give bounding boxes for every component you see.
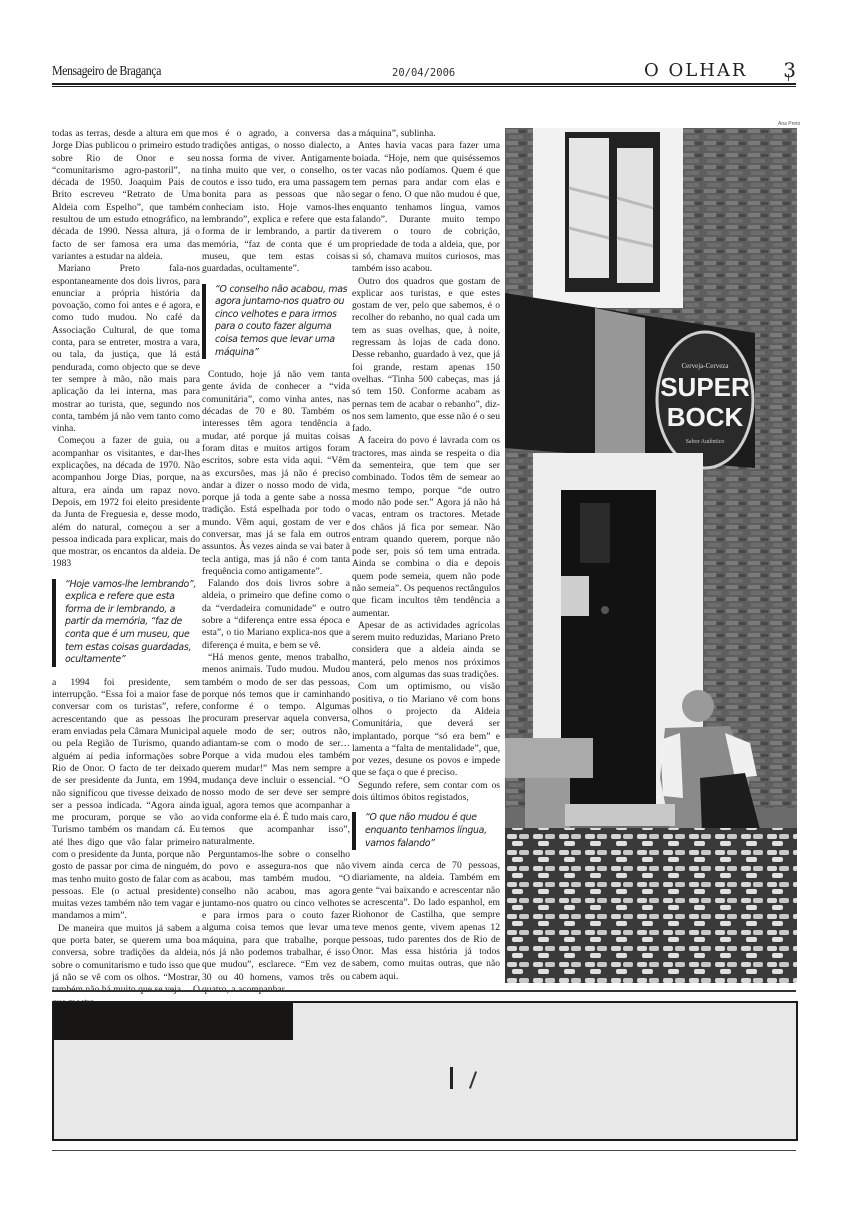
article-column-2 — [202, 128, 350, 996]
pull-quote: “O que não mudou é que enquanto tenhamos língua, vamos falando” — [352, 812, 500, 850]
stone-bench — [505, 738, 593, 778]
advertisement-box — [52, 1001, 798, 1141]
publication-name: Mensageiro de Bragança — [52, 64, 161, 79]
sign-tagline: Cerveja-Cerveza — [681, 362, 729, 370]
door-notice — [561, 576, 589, 616]
pull-quote: “Hoje vamos-lhe lembrando”, explica e refere que esta forma de ir lembrando, a partir da memória, “faz de conta que é um museu, que tem estas coisas guardadas, ocultamente” — [52, 579, 200, 667]
section-title: O OLHAR — [644, 60, 748, 81]
article-photo — [505, 128, 797, 983]
article-paragraph: Antes havia vacas para fazer uma boiada. “Hoje, nem que quiséssemos ter vacas não podíamos. Quem é que tem pernas para andar com elas e segar o feno. O que não mudou é que, enquanto tenhamos língua, vamos falando”. Durante muito tempo tiverem o touro de cobrição, propriedade de toda a aldeia, que, por si só, chamava muitos curiosos, mas também isso acabou. — [352, 140, 500, 275]
advertisement-mark — [469, 1071, 477, 1089]
door-knob — [601, 606, 609, 614]
header-rule-thick — [52, 83, 796, 85]
advertisement-black-block — [54, 1003, 293, 1040]
article-paragraph: a 1994 foi presidente, sem interrupção. “Essa foi a maior fase de conversar com os turistas”, refere, acrescentando que as pessoas lhe eram enviadas pela Câmara Municipal ou pela Região de Turismo, quando alguém aí pedia informações sobre Rio de Onor. O facto de ter deixado de ser presidente da Junta, em 1994, não significou que tivesse deixado de ser a pessoa indicada. “Agora ainda me procuram, porque se vão ao Turismo também os mandam cá. Eu até lhes digo que vão falar primeiro com o presidente da Junta, porque não gosto de passar por cima de ninguém, mas tenho muito gosto de falar com as pessoas. Ele (o actual presidente) muitas vezes também não tem vagar e mandamos a mim”. — [52, 676, 200, 922]
article-paragraph: Apesar de as actividades agrícolas serem muito reduzidas, Mariano Preto considera que a aldeia ainda se manterá, pelo menos nos próximos anos, com algumas das suas tradições. — [352, 619, 500, 681]
article-column-1 — [52, 128, 200, 1009]
article-paragraph: Mariano Preto fala-nos espontaneamente dos dois livros, para enunciar a própria história da povoação, como foi antes e é agora, e como tudo mudou. No café da Associação Cultural, de que toma conta, para se entreter, mostra a vara, ou tala, da justiça, que lá está pendurada, como objecto que se deve ter sempre à mão, não mais para aplicação da lei interna, mas para mostrar ao turista, que, segundo nos conta, também já não vem tanto como vinha. — [52, 263, 200, 435]
footer-rule — [52, 1150, 796, 1151]
issue-date: 20/04/2006 — [392, 67, 456, 79]
header-rule-thin — [52, 86, 796, 87]
cobblestone-ground — [505, 828, 797, 983]
sign-super: SUPER — [660, 372, 750, 402]
masthead — [52, 60, 796, 84]
article-paragraph: vivem ainda cerca de 70 pessoas, diariamente, na aldeia. Também em gente “vai baixando e acrescentar não se acrescenta”. Do lado espanhol, em Riohonor de Castilha, que sempre teve menos gente, vivem apenas 12 pessoas, tudo parentes dos de Rio de Onor. Mas essa história já todos sabem, como muitas outras, que não cabem aqui. — [352, 860, 500, 982]
article-paragraph: Com um optimismo, ou visão positiva, o tio Mariano vê com bons olhos o projecto da Aldeia Comunitária, que deverá ser implantado, porque “só era bem” e lamenta a “falta de mentalidade”, que, por vezes, desune os povos e impede que se faça o que é preciso. — [352, 681, 500, 779]
sign-bock: BOCK — [666, 402, 744, 432]
article-paragraph: Contudo, hoje já não vem tanta gente ávida de conhecer a “vida comunitária”, como vinha antes, nas décadas de 70 e 80. Também os interesses têm agora tendência a mudar, até porque já muitas coisas foram ditas e muitos artigos foram escritos, sobre esta vida aqui. “Vêm as excursões, mas já não é preciso andar a dizer o nosso modo de vida, porque já toda a gente sabe a nossa tradição. Está espelhada por todo o mundo. Vêm aqui, gostam de ver e conversar, mas já se fala em outros assuntos. Às vezes ainda se vai bater à tecla antiga, mas já não é com tanta frequência como antigamente”. — [202, 369, 350, 577]
man-head — [682, 690, 714, 722]
article-paragraph: Falando dos dois livros sobre a aldeia, o primeiro que define como o da “verdadeira comunidade” e outro sobre a “diferença entre essa época e esta”, o tio Mariano explica-nos que a diferença é muita, e bem se vê. — [202, 578, 350, 651]
article-column-3 — [352, 128, 500, 983]
article-paragraph: Começou a fazer de guia, ou a acompanhar os visitantes, e dar-lhes explicações, na década de 1970. Não acompanhou Jorge Dias, porque, na altura, era ainda um rapaz novo. Depois, em 1972 foi eleito presidente da Junta de Freguesia e, desse modo, além do natural, começou a ser a pessoa indicada para explicar, mais do que mostrar, os encantos da aldeia. De 1983 — [52, 435, 200, 570]
section-rule — [52, 990, 796, 992]
sign-subtitle: Sabor Autêntico — [685, 439, 725, 445]
article-paragraph: “Há menos gente, menos trabalho, menos animais. Tudo mudou. Mudou também o modo de ser das pessoas, porque nós temos que ir caminhando conforme é o tempo. Algumas procuram preservar aquela conversa, aquele modo de ser; outros não, adiantam-se com o modo de ser… Porque a vida mudou eles também querem mudar!” Mas nem sempre a mudança deve incluir o essencial. “O nosso modo de ser deve ser sempre igual, agora temos que acompanhar a vida conforme ela é. É tudo mais caro, temos que acompanhar isso”, naturalmente. — [202, 651, 350, 848]
article-paragraph: Segundo refere, sem contar com os dois últimos óbitos registados, — [352, 779, 500, 804]
article-paragraph: a máquina”, sublinha. — [352, 128, 436, 139]
photo-illustration — [505, 128, 797, 983]
article-paragraph: De maneira que muitos já sabem a que porta bater, se querem uma boa conversa, sobre tradições da aldeia, sobre o comunitarismo e tudo isso que já não se vê com os olhos. “Mostrar, — [52, 922, 200, 983]
article-paragraph: todas as terras, desde a altura em que Jorge Dias publicou o primeiro estudo sobre Rio de Onor e seu “comunitarismo agro-pastoril”, na década de 1950. Joaquim Pais de Brito escreveu “Retrato de Uma Aldeia com Espelho”, que também resultou de um estudo etnográfico, na década de 1990. Nessa altura, já o facto de ser famosa era uma das variantes a estudar na aldeia. — [52, 128, 200, 262]
page-number: 3 — [783, 58, 796, 82]
article-paragraph: mos é o agrado, a conversa das tradições antigas, o nosso dialecto, a nossa forma de viver. Antigamente tinha muito que ver, o conselho, os coutos e isso tudo, era uma passagem bonita para as pessoas que não conheciam isto. Hoje vamos-lhes lembrando”, explica e refere que esta forma de ir lembrando, a partir da memória, “faz de conta que é um museu, que tem estas coisas guardadas, ocultamente”. — [202, 128, 350, 275]
advertisement-mark — [450, 1067, 453, 1089]
article-paragraph: Outro dos quadros que gostam de explicar aos turistas, e que estes gostam de ver, pelo que sabemos, é o recolher do rebanho, no qual cada um tem as suas ovelhas, que, à noite, regressam às lojas de cada dono. Desse rebanho, guardado à vez, que já foi grande, restam apenas 150 ovelhas. “Tinha 500 cabeças, mas já só tem 150. Conforme acabam as pernas tem de acabar o rebanho”, diz-nos sem lamento, que esse não é o seu fado. — [352, 275, 500, 435]
photo-credit: Ana Preto — [778, 121, 801, 127]
article-paragraph: Perguntamos-lhe sobre o conselho do povo e assegura-nos que não acabou, mas também mudou. “O conselho não acabou, mas agora juntamo-nos quatro ou cinco velhotes e para irmos para o couto fazer alguma coisa temos que levar uma máquina, para que trabalhe, porque nós já não podemos trabalhar, é isso que mudou”, esclarece. “Em vez de 30 ou 40 homens, vamos três ou — [202, 848, 350, 983]
pull-quote: “O conselho não acabou, mas agora juntamo-nos quatro ou cinco velhotes e para irmos para o couto fazer alguma coisa temos que levar uma máquina” — [202, 284, 350, 360]
article-paragraph: A faceira do povo é lavrada com os tractores, mas ainda se respeita o dia da sementeira, que tem que ser combinado. Todos têm de semear ao mesmo tempo, porque “de outro modo não pode ser.” Agora já não há vacas, entram os tractores. Metade dos chãos já fica por semear. Não entram quando querem, porque não pode ser, pois só tem uma entrada. Ainda se combina o dia e depois quem pode semeia, quem não pode não semeia”. Os pequenos rectângulos que ficam incultos têm tendência a aumentar. — [352, 435, 500, 619]
